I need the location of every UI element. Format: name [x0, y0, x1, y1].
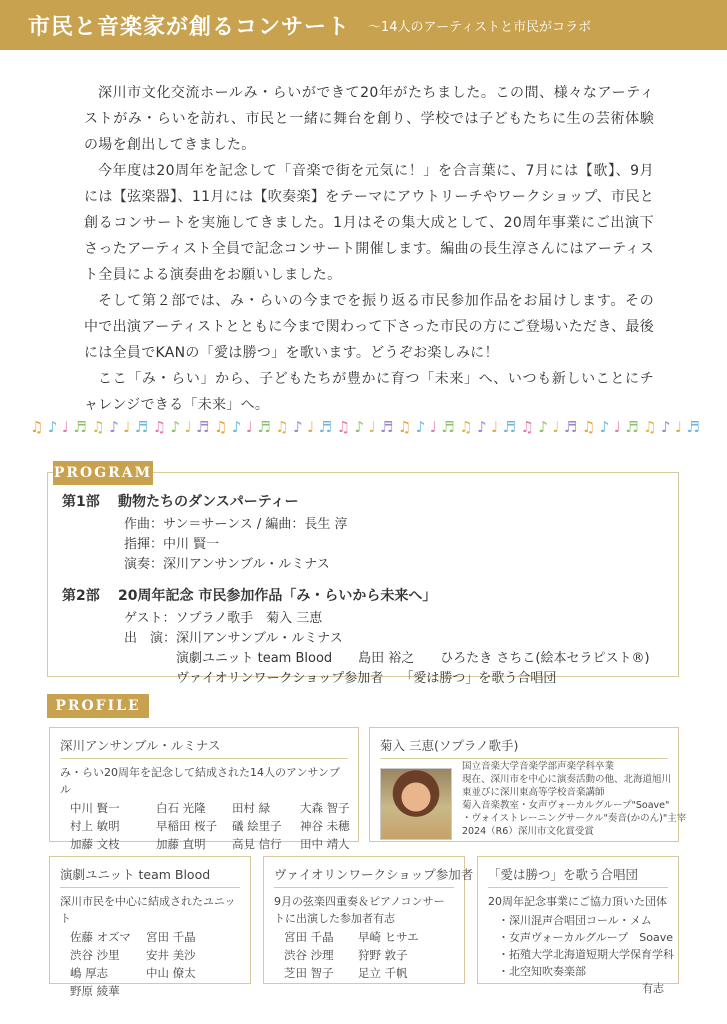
member-name: 安井 美沙 — [146, 948, 196, 962]
program-part-1 — [62, 491, 664, 513]
profile-card-luminous — [49, 727, 359, 851]
group-item: ・北空知吹奏楽部 — [498, 965, 586, 978]
intro-paragraph: 今年度は20周年を記念して「音楽で街を元気に！」を合言葉に、7月には【歌】、9月には【弦楽器】、11月には【吹奏楽】をテーマにアウトリーチやワークショップ、市民と創るコンサートを実施してきました。1月はその集大成として、20周年事業にご出演下さったアーティスト全員で記念コンサート開催します。編曲の長生淳さんにはアーティスト全員による演奏曲をお願いしました。 — [84, 163, 654, 283]
music-note-icon: ♫ — [152, 418, 167, 436]
member-name: 中川 賢一 — [70, 801, 120, 815]
music-note-icon: ♩ — [552, 418, 560, 436]
music-note-icon: ♪ — [354, 418, 365, 436]
music-note-icon: ♪ — [477, 418, 487, 436]
music-note-icon: ♫ — [30, 418, 44, 436]
music-note-icon: ♩ — [123, 418, 131, 436]
member-name: 礒 絵里子 — [232, 819, 282, 833]
member-name: 宮田 千晶 — [146, 930, 196, 944]
bio-line: 東並びに深川東高等学校音楽講師 — [462, 787, 605, 798]
card-desc: み・らい20周年を記念して結成された14人のアンサンブル — [60, 766, 341, 796]
profile-tab: PROFILE — [47, 694, 149, 718]
music-note-icon: ♫ — [459, 418, 473, 436]
bio-line: 現在、深川市を中心に演奏活動の他、北海道旭川 — [462, 774, 672, 785]
program-tab: PROGRAM — [53, 461, 153, 485]
card-title: 演劇ユニット team Blood — [60, 865, 240, 888]
bio-line: 2024（R6）深川市文化賞受賞 — [462, 826, 594, 837]
page-title: 市民と音楽家が創るコンサート — [28, 14, 351, 40]
part-1-details — [62, 515, 664, 575]
music-note-icon: ♫ — [91, 418, 105, 436]
music-note-icon: ♪ — [170, 418, 181, 436]
part-title: 動物たちのダンスパーティー — [118, 494, 299, 510]
member-name: 白石 光隆 — [156, 801, 206, 815]
member-name: 高見 信行 — [232, 837, 282, 851]
bio-line: ・ヴォイストレーニングサークル"奏音(かのん)"主宰 — [462, 813, 687, 824]
member-name: 芝田 智子 — [284, 966, 334, 980]
member-name: 中山 僚太 — [146, 966, 196, 980]
member-name: 早稲田 桜子 — [156, 819, 218, 833]
music-note-icon: ♬ — [686, 418, 700, 436]
part-line: 出 演：深川アンサンブル・ルミナス — [124, 631, 343, 646]
music-note-icon: ♬ — [73, 418, 87, 436]
member-name: 田村 緑 — [232, 801, 271, 815]
music-note-icon: ♩ — [429, 418, 437, 436]
music-note-icon: ♪ — [109, 418, 119, 436]
music-note-icon: ♬ — [563, 418, 578, 436]
intro-text — [84, 80, 654, 418]
member-list — [274, 929, 454, 982]
intro-paragraph: ここ「み・らい」から、子どもたちが豊かに育つ「未来」へ、いつも新しいことにチャレンジできる「未来」へ。 — [84, 371, 654, 413]
group-tail: 有志 — [642, 982, 664, 995]
member-name: 渋谷 沙里 — [70, 948, 120, 962]
music-note-icon: ♩ — [491, 418, 499, 436]
music-note-icon: ♫ — [275, 418, 289, 436]
music-note-icon: ♬ — [625, 418, 639, 436]
music-note-icon: ♩ — [368, 418, 376, 436]
singer-photo — [380, 768, 452, 840]
music-note-icon: ♪ — [538, 418, 548, 436]
music-note-icon: ♪ — [415, 418, 426, 436]
music-note-icon: ♩ — [675, 418, 683, 436]
music-note-icon: ♫ — [520, 418, 534, 436]
music-note-icon: ♩ — [61, 418, 69, 436]
music-note-icon: ♬ — [441, 418, 455, 436]
bio-line: 菊入音楽教室・女声ヴォーカルグループ"Soave" — [462, 800, 670, 811]
music-note-icon: ♩ — [184, 418, 192, 436]
music-note-icon: ♫ — [213, 418, 228, 436]
member-name: 加藤 直明 — [156, 837, 206, 851]
member-name: 宮田 千晶 — [284, 930, 334, 944]
music-notes-divider — [30, 414, 700, 440]
music-note-icon: ♬ — [134, 418, 149, 436]
part-line: ヴァイオリンワークショップ参加者 「愛は勝つ」を歌う合唱団 — [176, 671, 557, 686]
card-desc: 深川市民を中心に結成されたユニット — [60, 895, 236, 925]
member-name: 佐藤 オズマ — [70, 930, 131, 944]
card-desc: 20周年記念事業にご協力頂いた団体 — [488, 895, 667, 908]
member-name: 早崎 ヒサエ — [358, 930, 419, 944]
music-note-icon: ♪ — [293, 418, 303, 436]
intro-paragraph: 深川市文化交流ホールみ・らいができて20年がたちました。この間、様々なアーティストがみ・らいを訪れ、市民と一緒に舞台を創り、学校では子どもたちに生の芸術体験の場を創出してきました。 — [84, 85, 654, 153]
profile-card-violin — [263, 856, 474, 984]
part-line: ゲスト：ソプラノ歌手 菊入 三恵 — [124, 611, 323, 626]
profile-card-kikuiri — [369, 727, 687, 842]
music-note-icon: ♬ — [379, 418, 394, 436]
music-note-icon: ♬ — [502, 418, 517, 436]
member-name: 加藤 文枝 — [70, 837, 120, 851]
music-note-icon: ♩ — [307, 418, 315, 436]
music-note-icon: ♬ — [318, 418, 333, 436]
part-line: 作曲：サン＝サーンス / 編曲：長生 淳 — [124, 517, 348, 532]
music-note-icon: ♪ — [661, 418, 671, 436]
card-title: 「愛は勝つ」を歌う合唱団 — [488, 865, 668, 888]
profile-card-choir — [477, 856, 679, 995]
part-label: 第2部 — [62, 588, 100, 604]
page-subtitle: ～14人のアーティストと市民がコラボ — [368, 19, 592, 35]
member-list — [60, 929, 240, 1000]
music-note-icon: ♪ — [599, 418, 610, 436]
music-note-icon: ♩ — [613, 418, 621, 436]
group-item: ・女声ヴォーカルグループ Soave — [498, 931, 673, 944]
member-name: 狩野 敦子 — [358, 948, 408, 962]
member-name: 足立 千帆 — [358, 966, 408, 980]
part-line: 演奏：深川アンサンブル・ルミナス — [124, 557, 330, 572]
member-name: 村上 敏明 — [70, 819, 120, 833]
member-name: 田中 靖人 — [300, 837, 350, 851]
profile-card-teamblood — [49, 856, 251, 998]
music-note-icon: ♪ — [47, 418, 58, 436]
program-box — [47, 472, 679, 686]
group-list — [488, 912, 674, 997]
card-desc: 9月の弦楽四重奏＆ピアノコンサートに出演した参加者有志 — [274, 895, 445, 925]
program-part-2 — [62, 585, 664, 607]
member-name: 野原 綾華 — [70, 984, 120, 998]
music-note-icon: ♩ — [245, 418, 253, 436]
group-item: ・深川混声合唱団コール・メム — [498, 914, 652, 927]
music-note-icon: ♫ — [643, 418, 657, 436]
part-title: 20周年記念 市民参加作品「み・らいから未来へ」 — [118, 588, 437, 604]
singer-bio — [462, 760, 692, 838]
bio-line: 国立音楽大学音楽学部声楽学科卒業 — [462, 761, 615, 772]
music-note-icon: ♬ — [196, 418, 210, 436]
group-item: ・拓殖大学北海道短期大学保育学科 — [498, 948, 674, 961]
header-bar — [0, 0, 727, 50]
music-note-icon: ♬ — [257, 418, 271, 436]
member-name: 大森 智子 — [300, 801, 350, 815]
music-note-icon: ♫ — [581, 418, 596, 436]
member-name: 嶋 厚志 — [70, 966, 109, 980]
intro-paragraph: そして第２部では、み・らいの今までを振り返る市民参加作品をお届けします。その中で出演アーティストとともに今まで関わって下さった市民の方にご登場いただき、最後には全員でKANの「愛は勝つ」を歌います。どうぞお楽しみに！ — [84, 293, 654, 361]
member-name: 神谷 未穂 — [300, 819, 350, 833]
card-title: ヴァイオリンワークショップ参加者 — [274, 865, 454, 888]
card-title: 菊入 三恵(ソプラノ歌手) — [380, 736, 668, 759]
part-label: 第1部 — [62, 494, 100, 510]
music-note-icon: ♫ — [397, 418, 412, 436]
member-name: 渋谷 沙理 — [284, 948, 334, 962]
music-note-icon: ♪ — [231, 418, 242, 436]
music-note-icon: ♫ — [336, 418, 351, 436]
part-2-details — [62, 609, 664, 689]
part-line: 演劇ユニット team Blood 島田 裕之 ひろたき さちこ(絵本セラピスト®) — [176, 651, 650, 666]
card-title: 深川アンサンブル・ルミナス — [60, 736, 348, 759]
part-line: 指揮：中川 賢一 — [124, 537, 220, 552]
